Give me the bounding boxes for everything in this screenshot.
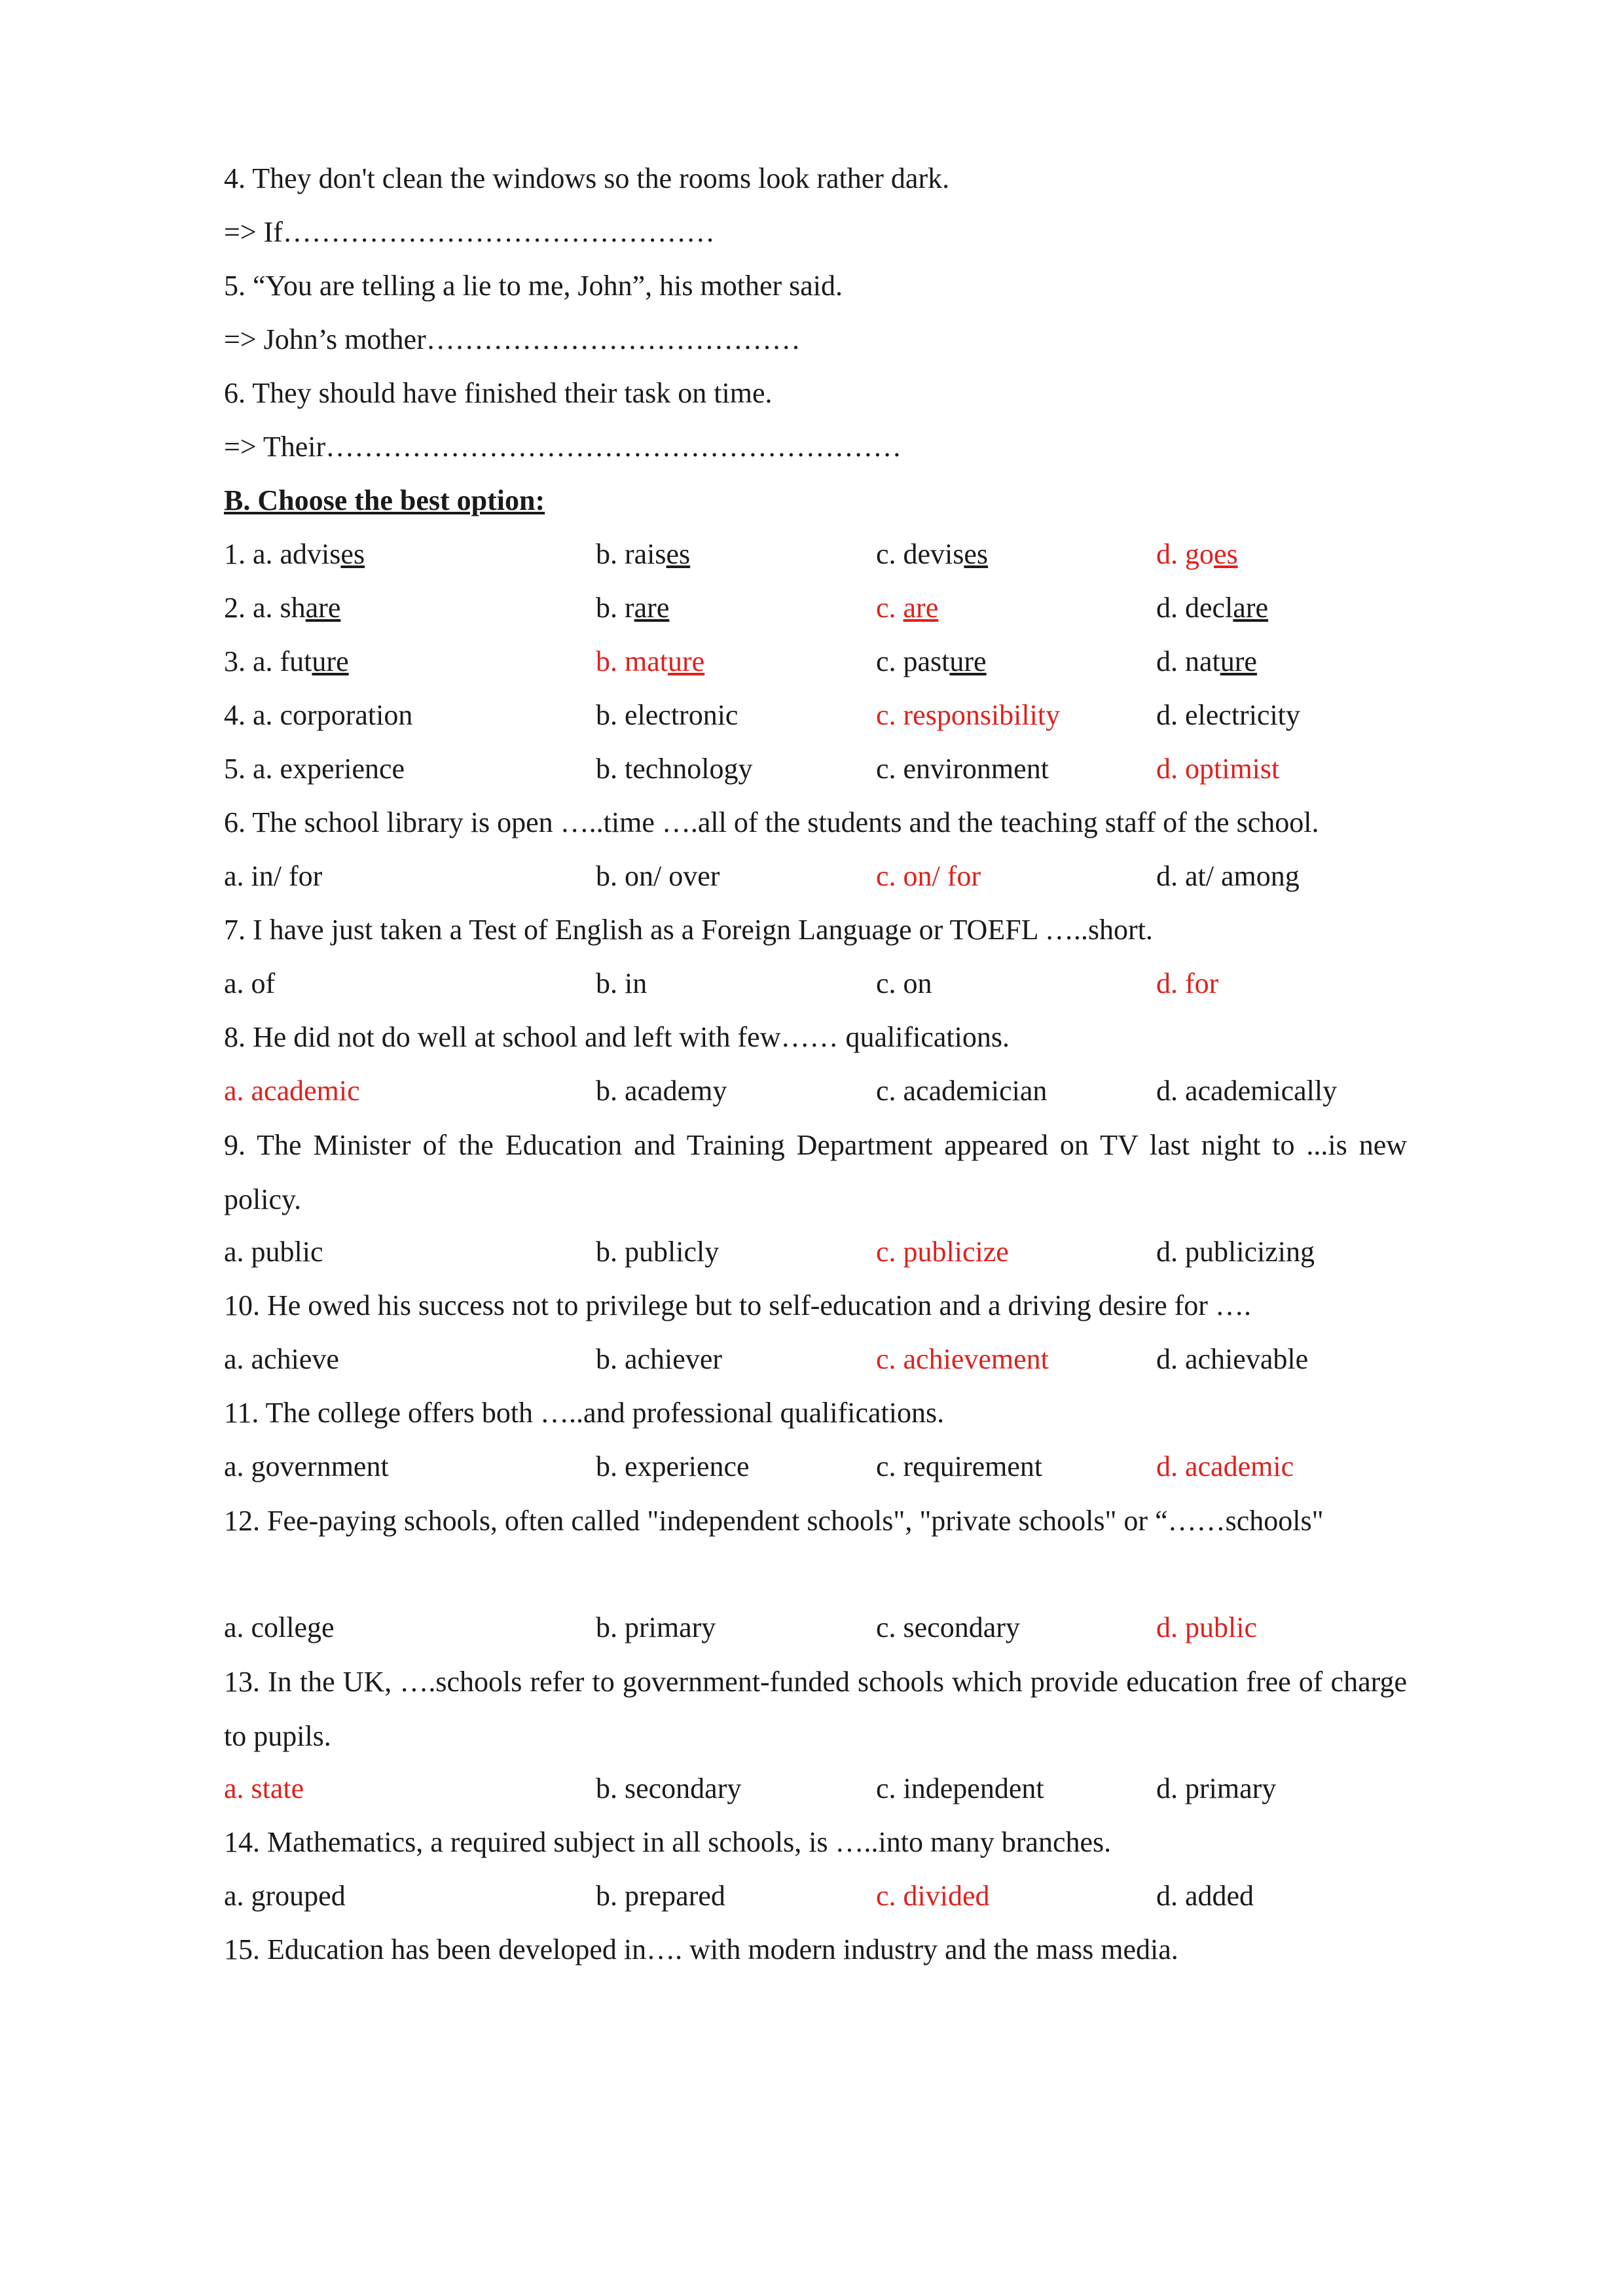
question-8-text: 8. He did not do well at school and left with few…… qualifications. (224, 1021, 1010, 1053)
underlined-sound: are (305, 592, 341, 624)
option-text: c. (876, 592, 903, 624)
question-number: 5. a. (224, 753, 273, 785)
option-text: d. go (1156, 538, 1214, 570)
option-b: b. on/ over (596, 860, 720, 892)
option-d: d. achievable (1156, 1343, 1309, 1375)
option-b (596, 535, 690, 574)
option-b (596, 588, 669, 628)
option-text: b. electronic (596, 699, 739, 731)
rewrite-prompt-4: 4. They don't clean the windows so the rooms look rather dark. (224, 162, 950, 194)
option-b: b. experience (596, 1450, 750, 1482)
option-a: a. in/ for (224, 860, 323, 892)
underlined-sound: ure (949, 645, 987, 677)
pron-question-5 (224, 749, 1468, 789)
option-a: a. state (224, 1772, 304, 1804)
option-c (876, 642, 987, 681)
option-c: c. independent (876, 1772, 1044, 1804)
option-c (876, 696, 1060, 735)
option-a: a. government (224, 1450, 389, 1482)
option-a: a. achieve (224, 1343, 339, 1375)
underlined-sound: ure (667, 645, 705, 677)
option-b: b. prepared (596, 1880, 725, 1912)
option-d: d. publicizing (1156, 1236, 1315, 1268)
question-9-options (224, 1232, 1468, 1272)
pron-question-3 (224, 642, 1468, 681)
question-number: 3. a. (224, 645, 273, 677)
pron-question-4 (224, 696, 1468, 735)
option-text: c. devis (876, 538, 964, 570)
option-d: d. primary (1156, 1772, 1277, 1804)
option-a (224, 696, 412, 735)
option-c: c. on (876, 967, 932, 999)
question-number: 2. a. (224, 592, 273, 624)
question-6-options (224, 857, 1468, 896)
option-a: a. grouped (224, 1880, 346, 1912)
rewrite-answer-5: => John’s mother………………………………… (224, 323, 801, 355)
option-b: b. academy (596, 1075, 727, 1107)
option-b: b. primary (596, 1611, 716, 1643)
option-c: c. publicize (876, 1236, 1009, 1268)
option-c: c. requirement (876, 1450, 1043, 1482)
option-text: b. mat (596, 645, 668, 677)
rewrite-answer-4: => If……………………………………… (224, 216, 715, 248)
option-b: b. secondary (596, 1772, 742, 1804)
option-a (224, 535, 365, 574)
question-13-text: 13. In the UK, ….schools refer to government-funded schools which provide education free of charge to pupils. (224, 1666, 1407, 1752)
option-text: b. r (596, 592, 634, 624)
underlined-sound: es (1214, 538, 1238, 570)
question-9-text: 9. The Minister of the Education and Training Department appeared on TV last night to ...is new policy. (224, 1129, 1407, 1215)
question-15-text: 15. Education has been developed in…. with modern industry and the mass media. (224, 1933, 1178, 1965)
rewrite-prompt-5: 5. “You are telling a lie to me, John”, his mother said. (224, 270, 843, 302)
underlined-sound: ure (312, 645, 349, 677)
option-text: advis (272, 538, 341, 570)
option-text: corporation (272, 699, 413, 731)
option-d: d. at/ among (1156, 860, 1300, 892)
question-11-options (224, 1447, 1468, 1486)
option-a: a. college (224, 1611, 335, 1643)
pron-question-1 (224, 535, 1468, 574)
option-d: d. for (1156, 967, 1219, 999)
underlined-sound: es (666, 538, 691, 570)
option-text: sh (272, 592, 306, 624)
question-12-text: 12. Fee-paying schools, often called "independent schools", "private schools" or “……schools" (224, 1505, 1324, 1537)
option-a (224, 642, 349, 681)
underlined-sound: es (340, 538, 365, 570)
option-text: d. electricity (1156, 699, 1300, 731)
question-12-options (224, 1608, 1468, 1647)
option-d (1156, 696, 1300, 735)
underlined-sound: are (1233, 592, 1269, 624)
option-d: d. public (1156, 1611, 1257, 1643)
option-c: c. academician (876, 1075, 1048, 1107)
option-c: c. achievement (876, 1343, 1049, 1375)
option-text: fut (272, 645, 312, 677)
option-text: experience (272, 753, 405, 785)
rewrite-prompt-6: 6. They should have finished their task on time. (224, 377, 773, 409)
option-text: c. environment (876, 753, 1049, 785)
option-text: d. decl (1156, 592, 1233, 624)
option-c: c. secondary (876, 1611, 1020, 1643)
underlined-sound: are (903, 592, 939, 624)
option-d (1156, 535, 1238, 574)
option-d: d. academically (1156, 1075, 1338, 1107)
option-a (224, 588, 340, 628)
option-a: a. public (224, 1236, 323, 1268)
question-7-text: 7. I have just taken a Test of English as a Foreign Language or TOEFL …..short. (224, 914, 1153, 946)
question-14-text: 14. Mathematics, a required subject in all schools, is …..into many branches. (224, 1826, 1112, 1858)
option-d: d. academic (1156, 1450, 1294, 1482)
option-c: c. divided (876, 1880, 990, 1912)
underlined-sound: are (634, 592, 670, 624)
question-7-options (224, 964, 1468, 1003)
option-b (596, 696, 738, 735)
option-text: b. rais (596, 538, 666, 570)
option-d: d. added (1156, 1880, 1254, 1912)
option-text: d. optimist (1156, 753, 1280, 785)
option-a: a. of (224, 967, 276, 999)
question-8-options (224, 1071, 1468, 1111)
option-d (1156, 642, 1257, 681)
option-c (876, 588, 938, 628)
underlined-sound: es (964, 538, 989, 570)
underlined-sound: ure (1220, 645, 1257, 677)
option-d (1156, 749, 1279, 789)
option-a: a. academic (224, 1075, 360, 1107)
question-number: 1. a. (224, 538, 273, 570)
option-b (596, 642, 704, 681)
question-14-options (224, 1876, 1468, 1916)
question-11-text: 11. The college offers both …..and professional qualifications. (224, 1397, 945, 1429)
section-b-heading: B. Choose the best option: (224, 484, 545, 516)
option-b (596, 749, 753, 789)
rewrite-answer-6: => Their…………………………………………………… (224, 431, 902, 463)
option-text: b. technology (596, 753, 753, 785)
question-13-options (224, 1769, 1468, 1808)
question-10-options (224, 1340, 1468, 1379)
option-text: c. responsibility (876, 699, 1061, 731)
pron-question-2 (224, 588, 1468, 628)
option-c (876, 749, 1049, 789)
option-c: c. on/ for (876, 860, 981, 892)
option-b: b. in (596, 967, 647, 999)
option-c (876, 535, 988, 574)
option-d (1156, 588, 1268, 628)
option-text: d. nat (1156, 645, 1220, 677)
option-b: b. publicly (596, 1236, 720, 1268)
option-b: b. achiever (596, 1343, 722, 1375)
question-10-text: 10. He owed his success not to privilege but to self-education and a driving desire for …. (224, 1289, 1251, 1321)
question-6-text: 6. The school library is open …..time ….all of the students and the teaching staff of the school. (224, 806, 1319, 838)
option-text: c. past (876, 645, 950, 677)
question-number: 4. a. (224, 699, 273, 731)
option-a (224, 749, 405, 789)
